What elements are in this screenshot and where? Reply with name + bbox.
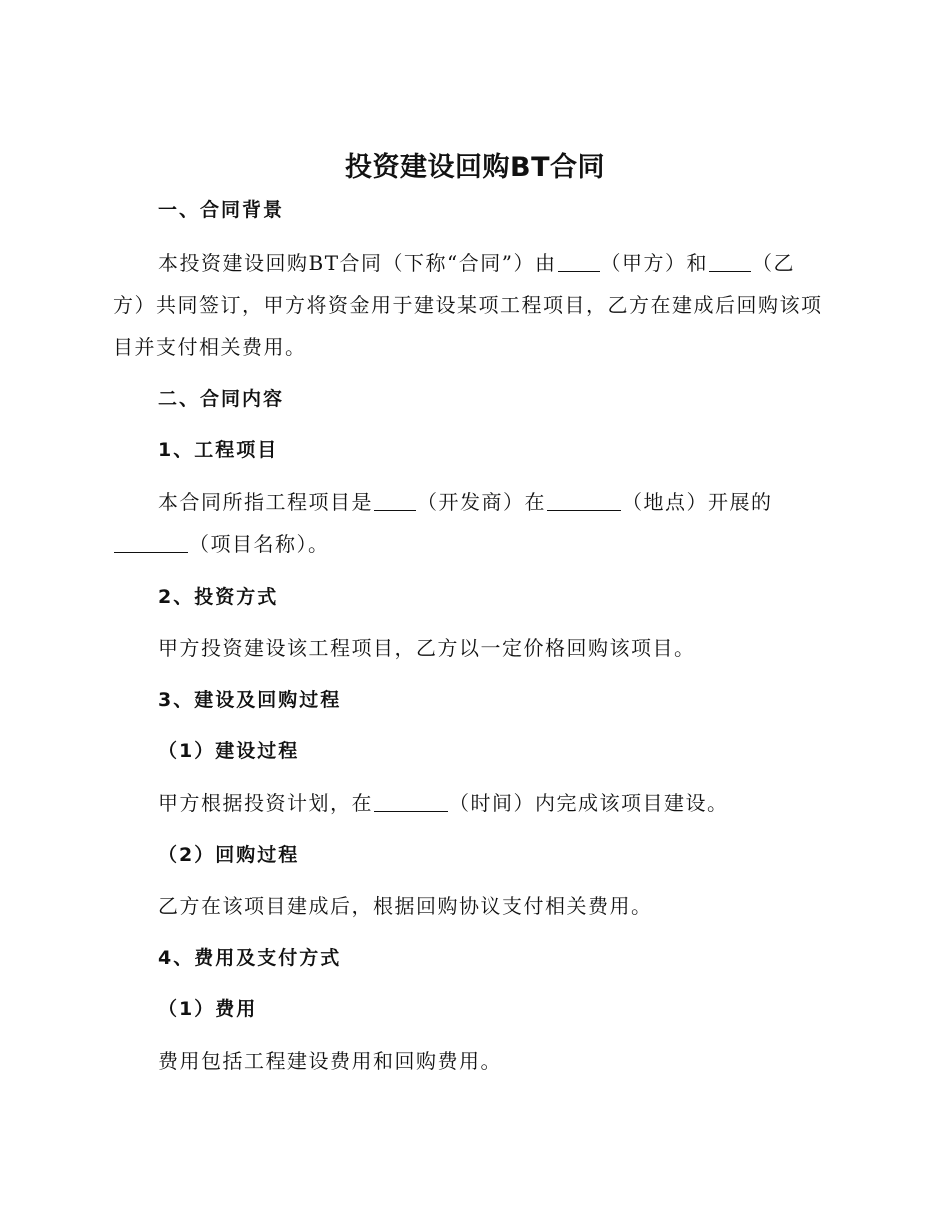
paragraph-line: 目并支付相关费用。 <box>113 335 307 359</box>
blank-field-developer <box>374 488 416 511</box>
blank-field-time <box>374 789 448 812</box>
blank-field-location <box>547 488 621 511</box>
paragraph-line: 方）共同签订，甲方将资金用于建设某项工程项目，乙方在建成后回购该项 <box>113 293 823 317</box>
paragraph-investment: 甲方投资建设该工程项目，乙方以一定价格回购该项目。 <box>158 636 696 660</box>
paragraph-line: 本投资建设回购BT合同（下称“合同”）由 （甲方）和 （乙 <box>158 251 795 275</box>
subsection-heading-investment: 2、投资方式 <box>158 586 279 608</box>
paragraph-line: 本合同所指工程项目是 （开发商）在 （地点）开展的 <box>158 490 773 514</box>
paragraph-line: （项目名称）。 <box>113 523 841 565</box>
paragraph-buyback: 乙方在该项目建成后，根据回购协议支付相关费用。 <box>158 894 653 918</box>
blank-field-party-b <box>709 249 751 272</box>
section-heading-background: 一、合同背景 <box>158 199 285 221</box>
section-heading-content: 二、合同内容 <box>158 388 285 410</box>
subsection-heading-fees: 4、费用及支付方式 <box>158 947 342 969</box>
paragraph-project <box>113 481 841 565</box>
paragraph-construction: 甲方根据投资计划，在 （时间）内完成该项目建设。 <box>158 791 729 815</box>
paragraph-background <box>113 242 841 368</box>
paragraph-fee-items: 费用包括工程建设费用和回购费用。 <box>158 1049 502 1073</box>
blank-field-project-name <box>114 530 188 553</box>
subsection-heading-project: 1、工程项目 <box>158 439 279 461</box>
subsection-heading-fee-items: （1）费用 <box>158 998 258 1020</box>
subsection-heading-process: 3、建设及回购过程 <box>158 689 342 711</box>
subsection-heading-construction: （1）建设过程 <box>158 740 300 762</box>
document-title: 投资建设回购BT合同 <box>345 152 605 183</box>
subsection-heading-buyback: （2）回购过程 <box>158 844 300 866</box>
blank-field-party-a <box>558 249 600 272</box>
